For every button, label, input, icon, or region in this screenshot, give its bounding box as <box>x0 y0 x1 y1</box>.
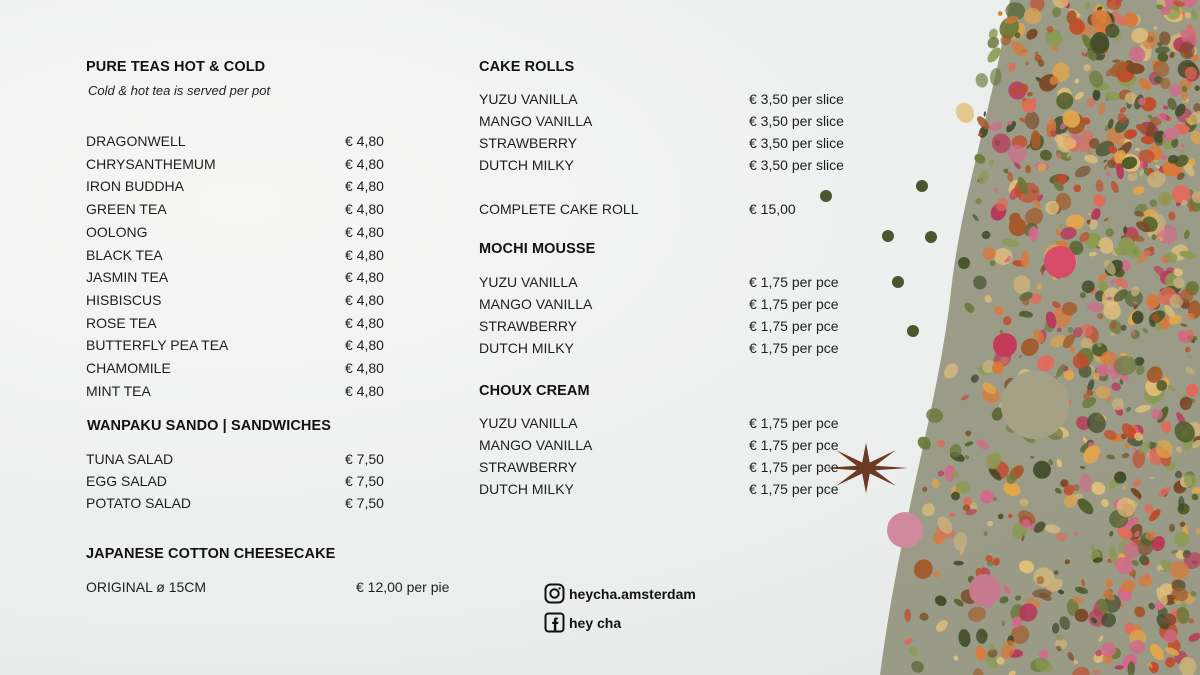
menu-item-price: € 3,50 per slice <box>749 113 844 129</box>
menu-item-name: MINT TEA <box>86 382 151 399</box>
facebook-link[interactable] <box>544 612 621 633</box>
menu-item-price: € 12,00 per pie <box>356 579 450 595</box>
menu-item-name: ROSE TEA <box>86 314 157 331</box>
menu-item-price: € 4,80 <box>345 382 384 399</box>
menu-item-price: € 1,75 per pce <box>749 340 839 356</box>
menu-item-name: JASMIN TEA <box>86 269 169 286</box>
menu-item-name: GREEN TEA <box>86 201 167 218</box>
menu-item-price: € 3,50 per slice <box>749 91 844 107</box>
menu-item-price: € 15,00 <box>749 201 796 217</box>
sandwiches-heading: WANPAKU SANDO | SANDWICHES <box>87 418 332 434</box>
menu-item-price: € 7,50 <box>345 495 384 511</box>
menu-item-name: BUTTERFLY PEA TEA <box>86 337 229 354</box>
menu-item-price: € 1,75 per pce <box>749 318 839 334</box>
menu-item-price: € 4,80 <box>345 314 384 331</box>
menu-item-price: € 4,80 <box>345 178 384 195</box>
menu-item-name: DUTCH MILKY <box>479 481 574 497</box>
menu-item-price: € 1,75 per pce <box>749 459 839 475</box>
cheesecake-heading: JAPANESE COTTON CHEESECAKE <box>86 546 336 562</box>
instagram-icon <box>544 583 565 604</box>
menu-item-price: € 4,80 <box>345 223 384 240</box>
menu-item-price: € 4,80 <box>345 269 384 286</box>
menu-item-name: OOLONG <box>86 223 148 240</box>
cake-rolls-heading: CAKE ROLLS <box>479 59 575 75</box>
menu-item-name: DRAGONWELL <box>86 133 186 149</box>
facebook-handle: hey cha <box>569 614 622 631</box>
menu-item-name: COMPLETE CAKE ROLL <box>479 201 639 217</box>
menu-item-price: € 4,80 <box>345 246 384 263</box>
menu-item-name: STRAWBERRY <box>479 459 578 475</box>
menu-item-price: € 7,50 <box>345 473 384 489</box>
instagram-handle: heycha.amsterdam <box>569 585 696 602</box>
menu-item-price: € 4,80 <box>345 155 384 172</box>
menu-item-name: MANGO VANILLA <box>479 437 593 453</box>
menu-item-price: € 1,75 per pce <box>749 481 839 497</box>
instagram-link[interactable] <box>544 583 696 604</box>
mochi-mousse-heading: MOCHI MOUSSE <box>479 241 596 257</box>
menu-item-name: STRAWBERRY <box>479 135 578 151</box>
menu-item-price: € 1,75 per pce <box>749 437 839 453</box>
menu-item-name: DUTCH MILKY <box>479 157 574 173</box>
menu-item-name: POTATO SALAD <box>86 495 192 511</box>
pure-teas-note: Cold & hot tea is served per pot <box>88 83 271 98</box>
menu-item-name: STRAWBERRY <box>479 318 578 334</box>
menu-item-price: € 3,50 per slice <box>749 157 844 173</box>
menu-item-name: MANGO VANILLA <box>479 113 593 129</box>
facebook-icon <box>544 612 565 633</box>
menu-item-price: € 4,80 <box>345 291 384 308</box>
menu-item-price: € 4,80 <box>345 201 384 218</box>
menu-item-name: YUZU VANILLA <box>479 91 578 107</box>
menu-item-name: EGG SALAD <box>86 473 167 489</box>
menu-item-price: € 4,80 <box>345 337 384 354</box>
menu-item-name: HISBISCUS <box>86 291 162 308</box>
menu-item-name: YUZU VANILLA <box>479 415 578 431</box>
menu-item-price: € 4,80 <box>345 133 384 149</box>
menu-item-name: TUNA SALAD <box>86 451 174 467</box>
choux-cream-heading: CHOUX CREAM <box>479 383 590 399</box>
menu-item-name: MANGO VANILLA <box>479 296 593 312</box>
menu-item-name: CHAMOMILE <box>86 360 171 376</box>
menu-item-name: BLACK TEA <box>86 246 163 263</box>
menu-item-name: IRON BUDDHA <box>86 178 185 195</box>
menu-item-price: € 3,50 per slice <box>749 135 844 151</box>
menu-item-price: € 1,75 per pce <box>749 296 839 312</box>
menu-item-name: ORIGINAL ø 15CM <box>86 579 207 595</box>
menu-item-price: € 7,50 <box>345 451 384 467</box>
menu-item-price: € 1,75 per pce <box>749 415 839 431</box>
menu-item-price: € 1,75 per pce <box>749 274 839 290</box>
menu-item-name: YUZU VANILLA <box>479 274 578 290</box>
menu-item-price: € 4,80 <box>345 360 384 376</box>
pure-teas-heading: PURE TEAS HOT & COLD <box>86 59 266 75</box>
menu-item-name: DUTCH MILKY <box>479 340 574 356</box>
menu-item-name: CHRYSANTHEMUM <box>86 155 216 172</box>
